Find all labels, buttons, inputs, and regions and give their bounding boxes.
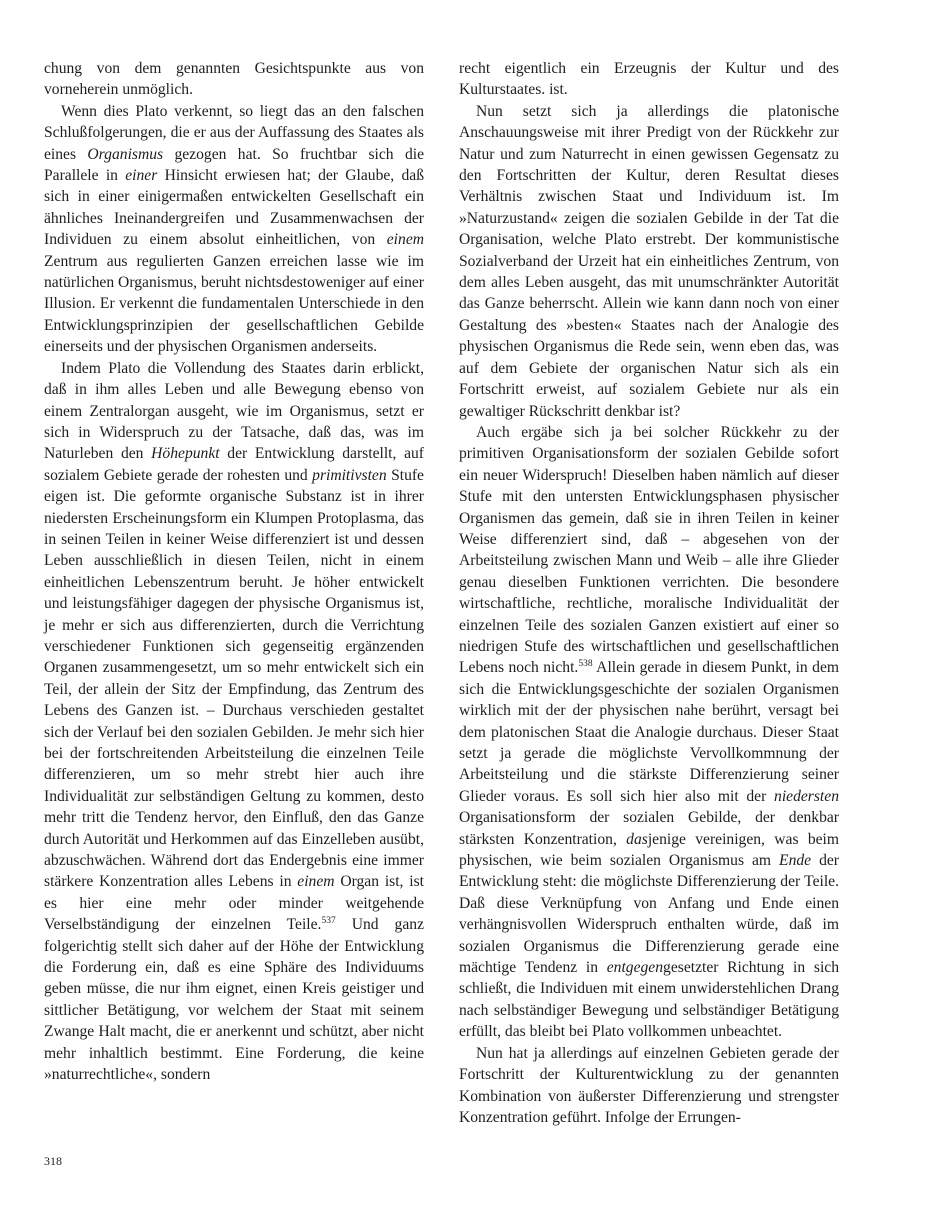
footnote-marker: 537 — [321, 916, 336, 927]
emphasis: Organismus — [87, 145, 164, 163]
text-run: recht eigentlich ein Erzeugnis der Kultur und des Kulturstaates. ist. — [459, 60, 839, 99]
text-run: Hinsicht erwiesen hat; der Glaube, daß sich in einer einigermaßen entwickelten Gesellschaft ein ähnliches Ineinandergreifen und Zusammenwachsen der Individuen zu einem absolut einheitlichen, von — [44, 167, 424, 249]
text-run: Organisationsform der sozialen Gebilde, der denkbar stärksten Konzentration, — [459, 809, 839, 848]
paragraph — [459, 101, 839, 422]
text-run: Indem Plato die Vollendung des Staates darin erblickt, daß in ihm alles Leben und alle Bewegung ebenso von einem Zentralorgan ausgeht, wie im Organismus, setzt er sich in Widerspruch zu der Tatsache, daß das, was im Naturleben den — [44, 359, 424, 463]
paragraph — [459, 422, 839, 1043]
text-run: jenige vereinigen, was beim physischen, wie beim sozialen Organismus am — [459, 830, 840, 870]
text-run: Nun hat ja allerdings auf einzelnen Gebieten gerade der Fortschritt der Kulturentwicklung zu der genannten Kombination von äußerster Differenzierung und strengster Konzentration geführt. Infolge der Errungen- — [459, 1044, 839, 1126]
emphasis: einer — [125, 167, 158, 185]
footnote-marker: 538 — [578, 659, 593, 670]
text-run: Zentrum aus regulierten Ganzen erreichen lasse wie im natürlichen Organismus, beruht nichtsdestoweniger auf einer Illusion. Er verkennt die fundamentalen Unterschiede in den Entwicklungsprinzipien der gesellschaftlichen Gebilde einerseits und der physischen Organismen anderseits. — [44, 252, 424, 356]
text-run: der Entwicklung steht: die möglichste Differenzierung der Teile. Daß diese Verknüpfung von Anfang und Ende einen verhängnisvollen Widerspruch enthalten würde, daß im sozialen Organismus die Differenzierung gerade eine mächtige Tendenz in — [459, 852, 839, 977]
text-run: der Entwicklung darstellt, auf sozialem Gebiete gerade der rohesten und — [44, 445, 424, 484]
paragraph — [459, 58, 839, 101]
text-run: Organ ist, ist es hier eine mehr oder minder weitgehende Verselbständigung der einzelnen Teile. — [44, 873, 424, 934]
paragraph — [44, 358, 424, 1086]
text-run: Stufe eigen ist. Die geformte organische Substanz ist in ihrer niedersten Erscheinungsform ein Klumpen Protoplasma, das in seinen Teilen in keiner Weise differenziert ist und dessen Leben ausschließlich in diesen Teilen, nicht in einem einheitlichen Lebenszentrum beruht. Je höher entwickelt und leistungsfähiger dagegen der physische Organismus ist, je mehr er sich aus differenzierten, durch die Verrichtung verschiedener Funktionen sich gegenseitig ergänzenden Organen zusammengesetzt, um so mehr entwickelt sich ein Teil, der allein der Sitz der Empfindung, das Zentrum des Lebens des Ganzen ist. – Durchaus verschieden gestaltet sich der Verlauf bei den sozialen Gebilden. Je mehr sich hier bei der fortschreitenden Arbeitsteilung die einzelnen Teile differenzieren, um so mehr strebt hier auch ihre Individualität zur selbständigen Geltung zu kommen, desto mehr tritt die Tendenz hervor, den Einfluß, den das Ganze durch Autorität und Herkommen auf das Einzelleben ausübt, abzuschwächen. Während dort das Endergebnis eine immer stärkere Konzentration alles Lebens in — [44, 466, 424, 891]
text-run: Und ganz folgerichtig stellt sich daher auf der Höhe der Entwicklung die Forderung ein, daß es eine Sphäre des Individuums geben müsse, die nur ihm eignet, einen Kreis geistiger und sittlicher Betätigung, vor welchem der Staat mit seinem Zwange Halt macht, die er anerkennt und schützt, aber nicht mehr inhaltlich bestimmt. Eine Forderung, die keine »naturrechtliche«, sondern — [44, 916, 424, 1084]
paragraph — [459, 1043, 839, 1129]
emphasis: Ende — [779, 852, 812, 870]
text-run: Allein gerade in diesem Punkt, in dem sich die Entwicklungsgeschichte der sozialen Organismen wirklich mit der der physischen nahe berührt, versagt bei dem platonischen Staat die Analogie durchaus. Dieser Staat setzt ja gerade die möglichste Vervollkommnung der Arbeitsteilung und die stärkste Differenzierung seiner Glieder voraus. Es soll sich hier also mit der — [459, 659, 840, 805]
text-run: gezogen hat. So fruchtbar sich die Parallele in — [44, 145, 424, 185]
emphasis: niedersten — [774, 787, 839, 805]
left-column — [44, 58, 424, 1086]
text-run: Nun setzt sich ja allerdings die platonische Anschauungsweise mit ihrer Predigt von der Rückkehr zur Natur und zum Naturrecht in einen gewissen Gegensatz zu den Fortschritten der Kultur, deren Resultat dieses Verhältnis zwischen Staat und Individuum ist. Im »Naturzustand« zeigen die sozialen Gebilde in der Tat die Organisation, welche Plato erstrebt. Der kommunistische Sozialverband der Urzeit hat ein einheitliches Zentrum, von dem alles Leben ausgeht, das mit unumschränkter Autorität das Ganze beherrscht. Allein wie kann dann noch von einer Gestaltung des »besten« Staates nach der Analogie des physischen Organismus die Rede sein, wenn eben das, was auf dem Gebiete der organischen Natur sich als ein Fortschritt erweist, auf sozialem Gebiete nur als ein gewaltiger Rückschritt denkbar ist? — [459, 102, 839, 420]
text-run: chung von dem genannten Gesichtspunkte aus von vorneherein unmöglich. — [44, 60, 424, 99]
text-run: Wenn dies Plato verkennt, so liegt das an den falschen Schlußfolgerungen, die er aus der Auffassung des Staates als eines — [44, 102, 424, 163]
paragraph — [44, 101, 424, 358]
text-run: Auch ergäbe sich ja bei solcher Rückkehr zu der primitiven Organisationsform der sozialen Gebilde sofort ein neuer Widerspruch! Dieselben haben nämlich auf dieser Stufe mit den untersten Entwicklungsphasen physischer Organismen das gemein, daß sie in ihren Teilen in keiner Weise differenziert sind, daß – abgesehen von der Arbeitsteilung zwischen Mann und Weib – alle ihre Glieder genau dieselben Funktionen verrichten. Die besondere wirtschaftliche, rechtliche, moralische Individualität der einzelnen Teile des sozialen Ganzen existiert auf einer so niedrigen Stufe des wirtschaftlichen und gesellschaftlichen Lebens noch nicht. — [459, 423, 839, 677]
paragraph — [44, 58, 424, 101]
emphasis: Höhepunkt — [151, 445, 220, 463]
emphasis: einem — [386, 231, 424, 249]
emphasis: das — [626, 830, 648, 848]
text-run: gesetzter Richtung in sich schließt, die Individuen mit einem unwiderstehlichen Drang nach selbständiger Bewegung und selbständiger Betätigung erfüllt, das bleibt bei Plato vollkommen unbeachtet. — [459, 959, 839, 1041]
emphasis: einem — [297, 873, 335, 891]
page-number: 318 — [44, 1154, 62, 1168]
emphasis: entgegen — [606, 959, 664, 977]
right-column — [459, 58, 839, 1128]
emphasis: primitivsten — [312, 466, 387, 484]
